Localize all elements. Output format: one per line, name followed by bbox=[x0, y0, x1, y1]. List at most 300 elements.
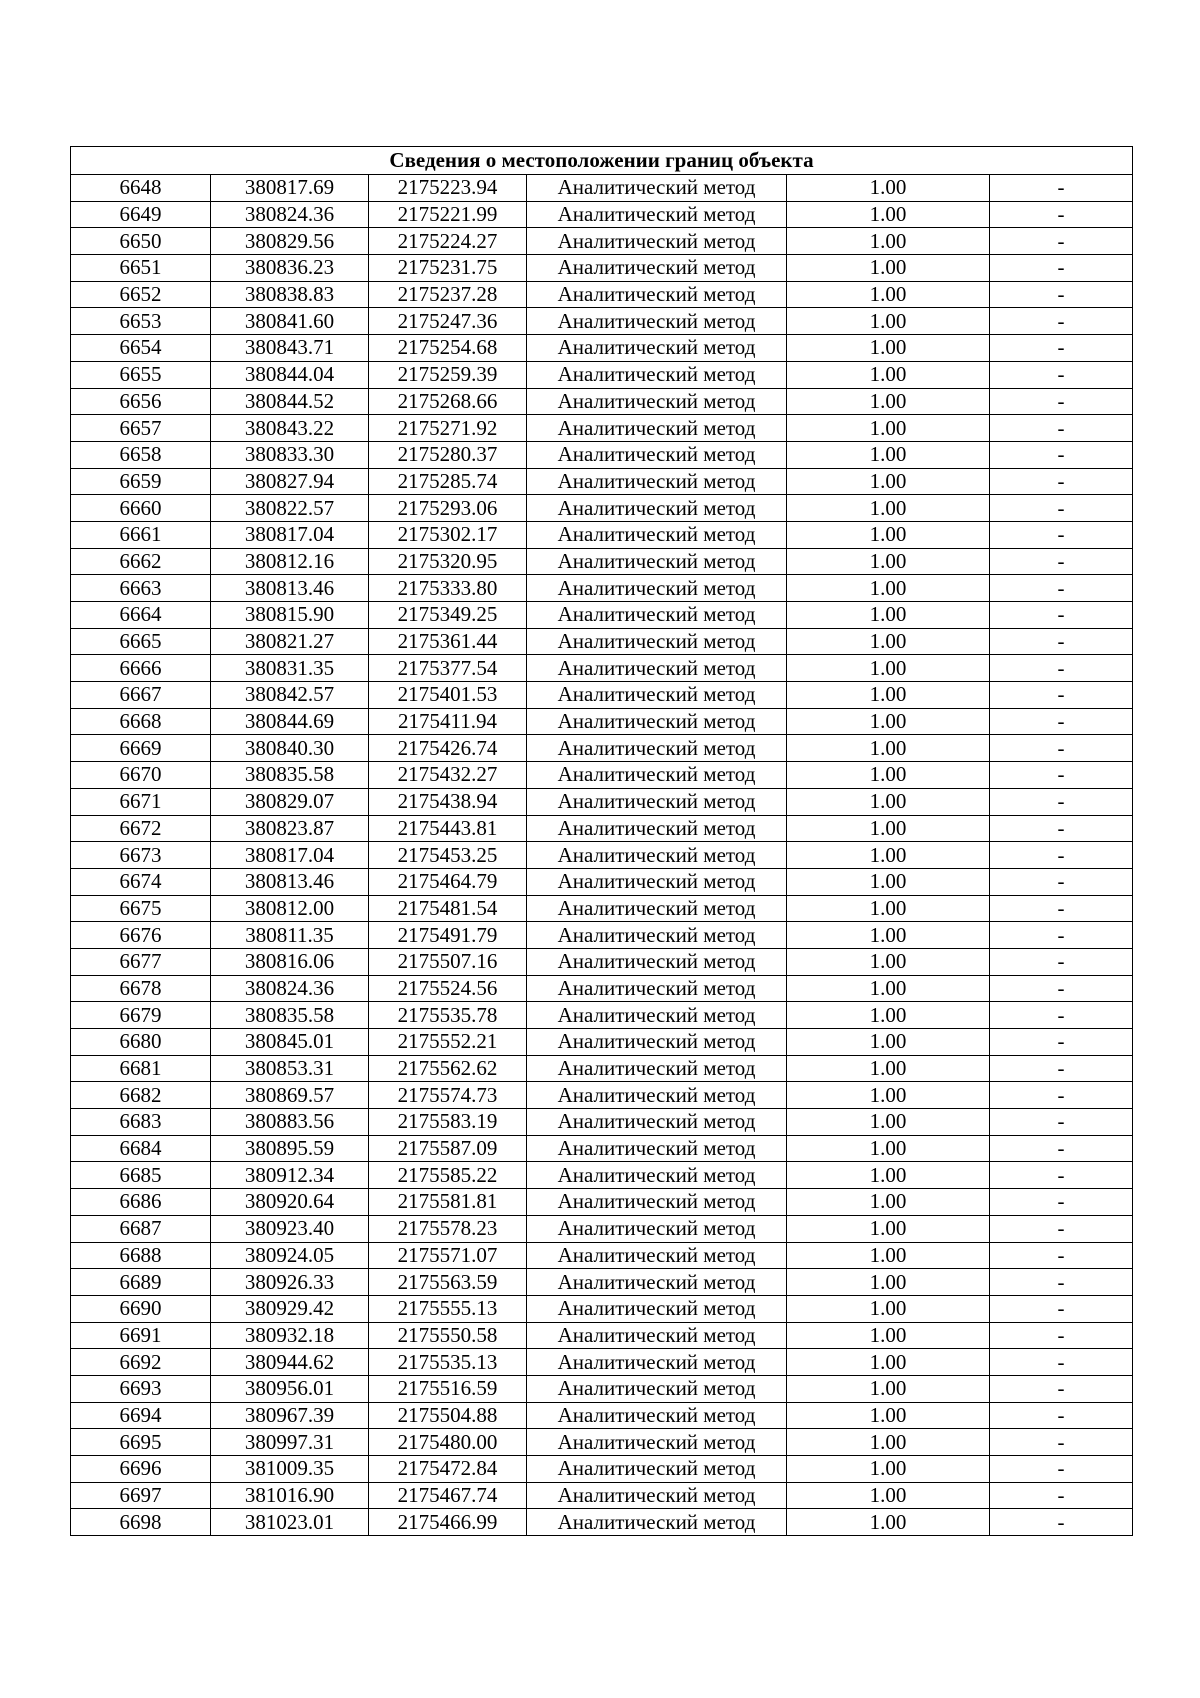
x-coordinate-cell: 380841.60 bbox=[211, 308, 369, 335]
accuracy-cell: 1.00 bbox=[787, 655, 990, 682]
table-row bbox=[71, 708, 1133, 735]
x-coordinate-cell: 380912.34 bbox=[211, 1162, 369, 1189]
y-coordinate-cell: 2175411.94 bbox=[369, 708, 527, 735]
method-cell: Аналитический метод bbox=[527, 1135, 787, 1162]
description-cell: - bbox=[990, 1509, 1133, 1536]
x-coordinate-cell: 380883.56 bbox=[211, 1109, 369, 1136]
method-cell: Аналитический метод bbox=[527, 335, 787, 362]
table-row bbox=[71, 175, 1133, 202]
y-coordinate-cell: 2175443.81 bbox=[369, 815, 527, 842]
table-title-row bbox=[71, 147, 1133, 175]
x-coordinate-cell: 380824.36 bbox=[211, 201, 369, 228]
x-coordinate-cell: 380833.30 bbox=[211, 441, 369, 468]
x-coordinate-cell: 380869.57 bbox=[211, 1082, 369, 1109]
description-cell: - bbox=[990, 575, 1133, 602]
y-coordinate-cell: 2175466.99 bbox=[369, 1509, 527, 1536]
y-coordinate-cell: 2175574.73 bbox=[369, 1082, 527, 1109]
accuracy-cell: 1.00 bbox=[787, 1215, 990, 1242]
point-number-cell: 6677 bbox=[71, 948, 211, 975]
x-coordinate-cell: 380827.94 bbox=[211, 468, 369, 495]
y-coordinate-cell: 2175221.99 bbox=[369, 201, 527, 228]
method-cell: Аналитический метод bbox=[527, 1509, 787, 1536]
x-coordinate-cell: 380811.35 bbox=[211, 922, 369, 949]
accuracy-cell: 1.00 bbox=[787, 1135, 990, 1162]
table-row bbox=[71, 575, 1133, 602]
y-coordinate-cell: 2175481.54 bbox=[369, 895, 527, 922]
point-number-cell: 6652 bbox=[71, 281, 211, 308]
point-number-cell: 6673 bbox=[71, 842, 211, 869]
point-number-cell: 6658 bbox=[71, 441, 211, 468]
x-coordinate-cell: 380895.59 bbox=[211, 1135, 369, 1162]
method-cell: Аналитический метод bbox=[527, 1109, 787, 1136]
description-cell: - bbox=[990, 948, 1133, 975]
y-coordinate-cell: 2175550.58 bbox=[369, 1322, 527, 1349]
point-number-cell: 6680 bbox=[71, 1029, 211, 1056]
accuracy-cell: 1.00 bbox=[787, 922, 990, 949]
y-coordinate-cell: 2175467.74 bbox=[369, 1482, 527, 1509]
x-coordinate-cell: 380836.23 bbox=[211, 255, 369, 282]
accuracy-cell: 1.00 bbox=[787, 415, 990, 442]
description-cell: - bbox=[990, 255, 1133, 282]
x-coordinate-cell: 380997.31 bbox=[211, 1429, 369, 1456]
description-cell: - bbox=[990, 308, 1133, 335]
x-coordinate-cell: 380845.01 bbox=[211, 1029, 369, 1056]
description-cell: - bbox=[990, 868, 1133, 895]
accuracy-cell: 1.00 bbox=[787, 1509, 990, 1536]
y-coordinate-cell: 2175231.75 bbox=[369, 255, 527, 282]
method-cell: Аналитический метод bbox=[527, 868, 787, 895]
method-cell: Аналитический метод bbox=[527, 1162, 787, 1189]
x-coordinate-cell: 380816.06 bbox=[211, 948, 369, 975]
y-coordinate-cell: 2175401.53 bbox=[369, 682, 527, 709]
point-number-cell: 6653 bbox=[71, 308, 211, 335]
point-number-cell: 6679 bbox=[71, 1002, 211, 1029]
y-coordinate-cell: 2175535.78 bbox=[369, 1002, 527, 1029]
x-coordinate-cell: 380817.04 bbox=[211, 521, 369, 548]
method-cell: Аналитический метод bbox=[527, 575, 787, 602]
y-coordinate-cell: 2175491.79 bbox=[369, 922, 527, 949]
method-cell: Аналитический метод bbox=[527, 441, 787, 468]
accuracy-cell: 1.00 bbox=[787, 602, 990, 629]
table-row bbox=[71, 201, 1133, 228]
table-row bbox=[71, 388, 1133, 415]
point-number-cell: 6667 bbox=[71, 682, 211, 709]
table-row bbox=[71, 1109, 1133, 1136]
x-coordinate-cell: 380929.42 bbox=[211, 1295, 369, 1322]
description-cell: - bbox=[990, 1482, 1133, 1509]
y-coordinate-cell: 2175587.09 bbox=[369, 1135, 527, 1162]
table-row bbox=[71, 1055, 1133, 1082]
method-cell: Аналитический метод bbox=[527, 708, 787, 735]
accuracy-cell: 1.00 bbox=[787, 762, 990, 789]
table-row bbox=[71, 1429, 1133, 1456]
method-cell: Аналитический метод bbox=[527, 175, 787, 202]
point-number-cell: 6693 bbox=[71, 1375, 211, 1402]
point-number-cell: 6683 bbox=[71, 1109, 211, 1136]
y-coordinate-cell: 2175472.84 bbox=[369, 1456, 527, 1483]
method-cell: Аналитический метод bbox=[527, 735, 787, 762]
point-number-cell: 6675 bbox=[71, 895, 211, 922]
point-number-cell: 6672 bbox=[71, 815, 211, 842]
y-coordinate-cell: 2175524.56 bbox=[369, 975, 527, 1002]
y-coordinate-cell: 2175377.54 bbox=[369, 655, 527, 682]
description-cell: - bbox=[990, 1402, 1133, 1429]
table-row bbox=[71, 361, 1133, 388]
accuracy-cell: 1.00 bbox=[787, 281, 990, 308]
description-cell: - bbox=[990, 361, 1133, 388]
point-number-cell: 6663 bbox=[71, 575, 211, 602]
table-row bbox=[71, 1215, 1133, 1242]
accuracy-cell: 1.00 bbox=[787, 975, 990, 1002]
description-cell: - bbox=[990, 1002, 1133, 1029]
point-number-cell: 6649 bbox=[71, 201, 211, 228]
y-coordinate-cell: 2175320.95 bbox=[369, 548, 527, 575]
accuracy-cell: 1.00 bbox=[787, 308, 990, 335]
x-coordinate-cell: 380853.31 bbox=[211, 1055, 369, 1082]
x-coordinate-cell: 380822.57 bbox=[211, 495, 369, 522]
description-cell: - bbox=[990, 922, 1133, 949]
method-cell: Аналитический метод bbox=[527, 415, 787, 442]
accuracy-cell: 1.00 bbox=[787, 1029, 990, 1056]
method-cell: Аналитический метод bbox=[527, 842, 787, 869]
y-coordinate-cell: 2175268.66 bbox=[369, 388, 527, 415]
x-coordinate-cell: 380843.22 bbox=[211, 415, 369, 442]
x-coordinate-cell: 380924.05 bbox=[211, 1242, 369, 1269]
method-cell: Аналитический метод bbox=[527, 948, 787, 975]
method-cell: Аналитический метод bbox=[527, 308, 787, 335]
table-row bbox=[71, 628, 1133, 655]
description-cell: - bbox=[990, 548, 1133, 575]
accuracy-cell: 1.00 bbox=[787, 1055, 990, 1082]
table-row bbox=[71, 842, 1133, 869]
method-cell: Аналитический метод bbox=[527, 201, 787, 228]
x-coordinate-cell: 380831.35 bbox=[211, 655, 369, 682]
x-coordinate-cell: 380813.46 bbox=[211, 575, 369, 602]
x-coordinate-cell: 380821.27 bbox=[211, 628, 369, 655]
boundary-coordinates-table bbox=[70, 146, 1133, 1536]
table-row bbox=[71, 1242, 1133, 1269]
description-cell: - bbox=[990, 815, 1133, 842]
y-coordinate-cell: 2175516.59 bbox=[369, 1375, 527, 1402]
table-row bbox=[71, 521, 1133, 548]
method-cell: Аналитический метод bbox=[527, 1482, 787, 1509]
table-row bbox=[71, 441, 1133, 468]
accuracy-cell: 1.00 bbox=[787, 575, 990, 602]
method-cell: Аналитический метод bbox=[527, 548, 787, 575]
description-cell: - bbox=[990, 1456, 1133, 1483]
x-coordinate-cell: 380812.16 bbox=[211, 548, 369, 575]
description-cell: - bbox=[990, 842, 1133, 869]
accuracy-cell: 1.00 bbox=[787, 788, 990, 815]
accuracy-cell: 1.00 bbox=[787, 228, 990, 255]
y-coordinate-cell: 2175237.28 bbox=[369, 281, 527, 308]
description-cell: - bbox=[990, 1109, 1133, 1136]
x-coordinate-cell: 380835.58 bbox=[211, 1002, 369, 1029]
point-number-cell: 6662 bbox=[71, 548, 211, 575]
method-cell: Аналитический метод bbox=[527, 788, 787, 815]
method-cell: Аналитический метод bbox=[527, 1002, 787, 1029]
point-number-cell: 6690 bbox=[71, 1295, 211, 1322]
description-cell: - bbox=[990, 1029, 1133, 1056]
description-cell: - bbox=[990, 388, 1133, 415]
description-cell: - bbox=[990, 975, 1133, 1002]
method-cell: Аналитический метод bbox=[527, 1456, 787, 1483]
description-cell: - bbox=[990, 1429, 1133, 1456]
description-cell: - bbox=[990, 1322, 1133, 1349]
method-cell: Аналитический метод bbox=[527, 468, 787, 495]
point-number-cell: 6674 bbox=[71, 868, 211, 895]
description-cell: - bbox=[990, 201, 1133, 228]
y-coordinate-cell: 2175223.94 bbox=[369, 175, 527, 202]
table-row bbox=[71, 868, 1133, 895]
accuracy-cell: 1.00 bbox=[787, 708, 990, 735]
table-row bbox=[71, 1509, 1133, 1536]
description-cell: - bbox=[990, 468, 1133, 495]
y-coordinate-cell: 2175453.25 bbox=[369, 842, 527, 869]
y-coordinate-cell: 2175224.27 bbox=[369, 228, 527, 255]
description-cell: - bbox=[990, 1215, 1133, 1242]
method-cell: Аналитический метод bbox=[527, 1215, 787, 1242]
x-coordinate-cell: 380815.90 bbox=[211, 602, 369, 629]
point-number-cell: 6648 bbox=[71, 175, 211, 202]
accuracy-cell: 1.00 bbox=[787, 1189, 990, 1216]
method-cell: Аналитический метод bbox=[527, 495, 787, 522]
point-number-cell: 6697 bbox=[71, 1482, 211, 1509]
x-coordinate-cell: 380844.69 bbox=[211, 708, 369, 735]
table-row bbox=[71, 788, 1133, 815]
description-cell: - bbox=[990, 1135, 1133, 1162]
y-coordinate-cell: 2175293.06 bbox=[369, 495, 527, 522]
method-cell: Аналитический метод bbox=[527, 521, 787, 548]
point-number-cell: 6685 bbox=[71, 1162, 211, 1189]
accuracy-cell: 1.00 bbox=[787, 1082, 990, 1109]
point-number-cell: 6688 bbox=[71, 1242, 211, 1269]
table-row bbox=[71, 602, 1133, 629]
point-number-cell: 6654 bbox=[71, 335, 211, 362]
method-cell: Аналитический метод bbox=[527, 1189, 787, 1216]
y-coordinate-cell: 2175583.19 bbox=[369, 1109, 527, 1136]
accuracy-cell: 1.00 bbox=[787, 495, 990, 522]
method-cell: Аналитический метод bbox=[527, 655, 787, 682]
method-cell: Аналитический метод bbox=[527, 975, 787, 1002]
x-coordinate-cell: 380824.36 bbox=[211, 975, 369, 1002]
table-row bbox=[71, 1322, 1133, 1349]
y-coordinate-cell: 2175552.21 bbox=[369, 1029, 527, 1056]
method-cell: Аналитический метод bbox=[527, 1429, 787, 1456]
description-cell: - bbox=[990, 175, 1133, 202]
table-row bbox=[71, 1135, 1133, 1162]
method-cell: Аналитический метод bbox=[527, 228, 787, 255]
method-cell: Аналитический метод bbox=[527, 1375, 787, 1402]
y-coordinate-cell: 2175361.44 bbox=[369, 628, 527, 655]
method-cell: Аналитический метод bbox=[527, 628, 787, 655]
accuracy-cell: 1.00 bbox=[787, 548, 990, 575]
point-number-cell: 6671 bbox=[71, 788, 211, 815]
accuracy-cell: 1.00 bbox=[787, 521, 990, 548]
accuracy-cell: 1.00 bbox=[787, 948, 990, 975]
table-row bbox=[71, 1002, 1133, 1029]
x-coordinate-cell: 380923.40 bbox=[211, 1215, 369, 1242]
accuracy-cell: 1.00 bbox=[787, 468, 990, 495]
point-number-cell: 6655 bbox=[71, 361, 211, 388]
y-coordinate-cell: 2175285.74 bbox=[369, 468, 527, 495]
table-body bbox=[71, 175, 1133, 1536]
method-cell: Аналитический метод bbox=[527, 388, 787, 415]
table-row bbox=[71, 682, 1133, 709]
x-coordinate-cell: 380967.39 bbox=[211, 1402, 369, 1429]
accuracy-cell: 1.00 bbox=[787, 361, 990, 388]
accuracy-cell: 1.00 bbox=[787, 1002, 990, 1029]
table-row bbox=[71, 922, 1133, 949]
accuracy-cell: 1.00 bbox=[787, 868, 990, 895]
point-number-cell: 6651 bbox=[71, 255, 211, 282]
accuracy-cell: 1.00 bbox=[787, 1242, 990, 1269]
table-row bbox=[71, 815, 1133, 842]
x-coordinate-cell: 381023.01 bbox=[211, 1509, 369, 1536]
point-number-cell: 6656 bbox=[71, 388, 211, 415]
method-cell: Аналитический метод bbox=[527, 1055, 787, 1082]
method-cell: Аналитический метод bbox=[527, 762, 787, 789]
description-cell: - bbox=[990, 762, 1133, 789]
description-cell: - bbox=[990, 602, 1133, 629]
description-cell: - bbox=[990, 1162, 1133, 1189]
x-coordinate-cell: 380843.71 bbox=[211, 335, 369, 362]
description-cell: - bbox=[990, 441, 1133, 468]
x-coordinate-cell: 380926.33 bbox=[211, 1269, 369, 1296]
accuracy-cell: 1.00 bbox=[787, 441, 990, 468]
table-row bbox=[71, 948, 1133, 975]
accuracy-cell: 1.00 bbox=[787, 1295, 990, 1322]
accuracy-cell: 1.00 bbox=[787, 815, 990, 842]
x-coordinate-cell: 381016.90 bbox=[211, 1482, 369, 1509]
point-number-cell: 6661 bbox=[71, 521, 211, 548]
method-cell: Аналитический метод bbox=[527, 1082, 787, 1109]
method-cell: Аналитический метод bbox=[527, 255, 787, 282]
y-coordinate-cell: 2175259.39 bbox=[369, 361, 527, 388]
point-number-cell: 6686 bbox=[71, 1189, 211, 1216]
point-number-cell: 6664 bbox=[71, 602, 211, 629]
y-coordinate-cell: 2175581.81 bbox=[369, 1189, 527, 1216]
point-number-cell: 6676 bbox=[71, 922, 211, 949]
y-coordinate-cell: 2175507.16 bbox=[369, 948, 527, 975]
accuracy-cell: 1.00 bbox=[787, 1349, 990, 1376]
point-number-cell: 6650 bbox=[71, 228, 211, 255]
x-coordinate-cell: 380829.56 bbox=[211, 228, 369, 255]
description-cell: - bbox=[990, 895, 1133, 922]
point-number-cell: 6657 bbox=[71, 415, 211, 442]
description-cell: - bbox=[990, 415, 1133, 442]
table-row bbox=[71, 895, 1133, 922]
point-number-cell: 6692 bbox=[71, 1349, 211, 1376]
method-cell: Аналитический метод bbox=[527, 922, 787, 949]
y-coordinate-cell: 2175247.36 bbox=[369, 308, 527, 335]
table-row bbox=[71, 762, 1133, 789]
point-number-cell: 6689 bbox=[71, 1269, 211, 1296]
accuracy-cell: 1.00 bbox=[787, 735, 990, 762]
point-number-cell: 6659 bbox=[71, 468, 211, 495]
point-number-cell: 6666 bbox=[71, 655, 211, 682]
x-coordinate-cell: 380844.52 bbox=[211, 388, 369, 415]
method-cell: Аналитический метод bbox=[527, 682, 787, 709]
x-coordinate-cell: 380817.69 bbox=[211, 175, 369, 202]
method-cell: Аналитический метод bbox=[527, 602, 787, 629]
table-row bbox=[71, 468, 1133, 495]
table-row bbox=[71, 255, 1133, 282]
y-coordinate-cell: 2175280.37 bbox=[369, 441, 527, 468]
y-coordinate-cell: 2175578.23 bbox=[369, 1215, 527, 1242]
document-page bbox=[70, 146, 1132, 1536]
x-coordinate-cell: 380823.87 bbox=[211, 815, 369, 842]
y-coordinate-cell: 2175302.17 bbox=[369, 521, 527, 548]
table-row bbox=[71, 1162, 1133, 1189]
table-row bbox=[71, 281, 1133, 308]
description-cell: - bbox=[990, 1269, 1133, 1296]
description-cell: - bbox=[990, 1295, 1133, 1322]
table-row bbox=[71, 975, 1133, 1002]
description-cell: - bbox=[990, 495, 1133, 522]
y-coordinate-cell: 2175426.74 bbox=[369, 735, 527, 762]
point-number-cell: 6694 bbox=[71, 1402, 211, 1429]
description-cell: - bbox=[990, 1242, 1133, 1269]
table-row bbox=[71, 495, 1133, 522]
y-coordinate-cell: 2175333.80 bbox=[369, 575, 527, 602]
description-cell: - bbox=[990, 708, 1133, 735]
method-cell: Аналитический метод bbox=[527, 1029, 787, 1056]
point-number-cell: 6684 bbox=[71, 1135, 211, 1162]
method-cell: Аналитический метод bbox=[527, 361, 787, 388]
description-cell: - bbox=[990, 1349, 1133, 1376]
method-cell: Аналитический метод bbox=[527, 1402, 787, 1429]
y-coordinate-cell: 2175271.92 bbox=[369, 415, 527, 442]
method-cell: Аналитический метод bbox=[527, 281, 787, 308]
x-coordinate-cell: 380944.62 bbox=[211, 1349, 369, 1376]
accuracy-cell: 1.00 bbox=[787, 1482, 990, 1509]
accuracy-cell: 1.00 bbox=[787, 1109, 990, 1136]
x-coordinate-cell: 380844.04 bbox=[211, 361, 369, 388]
description-cell: - bbox=[990, 735, 1133, 762]
x-coordinate-cell: 380956.01 bbox=[211, 1375, 369, 1402]
description-cell: - bbox=[990, 1055, 1133, 1082]
x-coordinate-cell: 381009.35 bbox=[211, 1456, 369, 1483]
x-coordinate-cell: 380829.07 bbox=[211, 788, 369, 815]
table-row bbox=[71, 1269, 1133, 1296]
accuracy-cell: 1.00 bbox=[787, 1322, 990, 1349]
method-cell: Аналитический метод bbox=[527, 1242, 787, 1269]
y-coordinate-cell: 2175585.22 bbox=[369, 1162, 527, 1189]
y-coordinate-cell: 2175464.79 bbox=[369, 868, 527, 895]
y-coordinate-cell: 2175563.59 bbox=[369, 1269, 527, 1296]
description-cell: - bbox=[990, 1189, 1133, 1216]
y-coordinate-cell: 2175432.27 bbox=[369, 762, 527, 789]
point-number-cell: 6696 bbox=[71, 1456, 211, 1483]
accuracy-cell: 1.00 bbox=[787, 201, 990, 228]
description-cell: - bbox=[990, 335, 1133, 362]
point-number-cell: 6669 bbox=[71, 735, 211, 762]
table-row bbox=[71, 735, 1133, 762]
table-row bbox=[71, 1082, 1133, 1109]
y-coordinate-cell: 2175562.62 bbox=[369, 1055, 527, 1082]
y-coordinate-cell: 2175438.94 bbox=[369, 788, 527, 815]
accuracy-cell: 1.00 bbox=[787, 255, 990, 282]
description-cell: - bbox=[990, 228, 1133, 255]
x-coordinate-cell: 380932.18 bbox=[211, 1322, 369, 1349]
accuracy-cell: 1.00 bbox=[787, 1162, 990, 1189]
y-coordinate-cell: 2175571.07 bbox=[369, 1242, 527, 1269]
accuracy-cell: 1.00 bbox=[787, 682, 990, 709]
table-row bbox=[71, 1456, 1133, 1483]
point-number-cell: 6687 bbox=[71, 1215, 211, 1242]
accuracy-cell: 1.00 bbox=[787, 1402, 990, 1429]
